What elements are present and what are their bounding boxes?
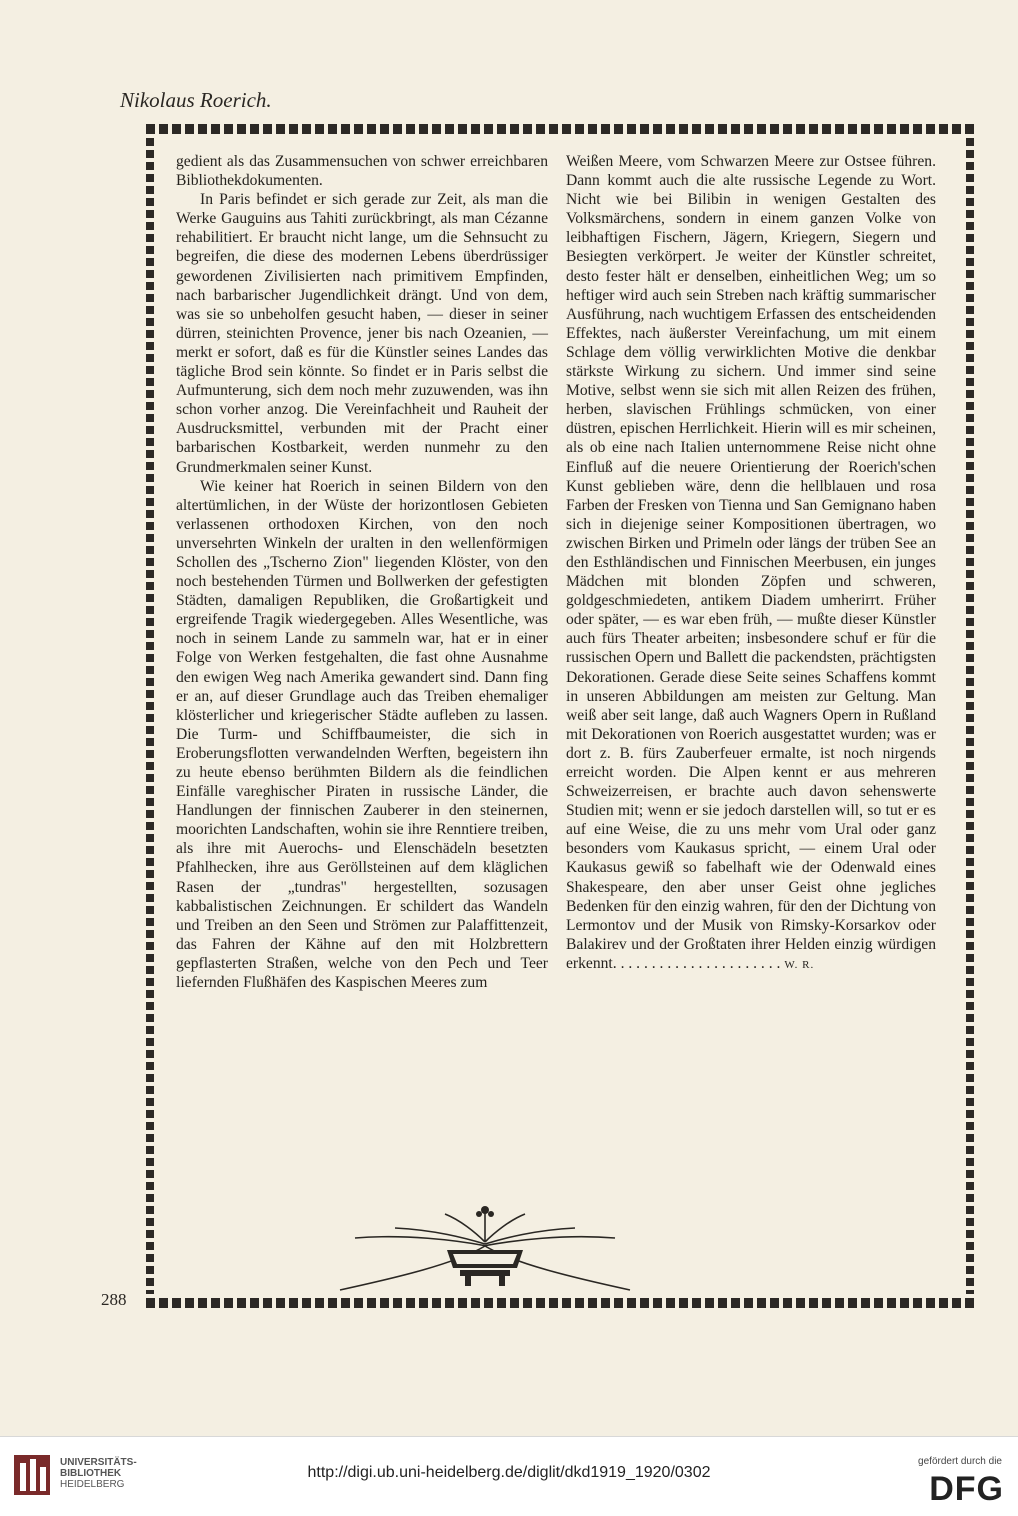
right-column [566,152,936,975]
paragraph: gedient als das Zusammensuchen von schwer erreichbaren Bibliothekdokumenten. [176,153,548,190]
paragraph-text: Weißen Meere, vom Schwarzen Meere zur Ostsee führen. Dann kommt auch die alte russische Legende zu Wort. Nicht wie bei Bilibin in wenigen Gestalten des Volksmärchens, sondern in einem ganzen Volke von leibhaftigen Fischern, Jägern, Kriegern, Siegern und Besiegten verkörpert. Je weiter der Künstler schreitet, desto fester hält er denselben, einheitlichen Weg; um so heftiger wird auch sein Streben nach kräftig summarischer Ausführung, nach wuchtigem Erfassen des entscheidenden Effektes, nach äußerster Vereinfachung, um mit einem Schlage dem völlig verwirklichten Motive die denkbar stärkste Wirkung zu sichern. Und immer sind seine Motive, selbst wenn sie sich mit allen Reizen des frühen, herben, slavischen Frühlings schmücken, von einer düstren, epischen Herrlichkeit. Hierin will es mir scheinen, als ob eine nach Italien unternommene Reise nicht ohne Einfluß auf die neuere Orientierung der Roerich'schen Kunst geblieben wäre, denn die hellblauen und rosa Farben der Fresken von Tienna und San Gemignano haben sich in diejenige seiner Kompositionen übertragen, wo zwischen Birken und Primeln oder längs der trüben See an den Esthländischen und Finnischen Meerbusen, ein junges Mädchen mit blonden Zöpfen und schweren, goldgeschmiedeten, antikem Diadem umherirrt. Früher oder später, — es war eben früh, — mußte dieser Künstler auch fürs Theater arbeiten; insbesondere schuf er für die russischen Opern und Ballett die packendsten, prächtigsten Dekorationen. Gerade diese Seite seines Schaffens kommt in unseren Abbildungen am meisten zur Geltung. Man weiß aber seit lange, daß auch Wagners Opern in Rußland mit Dekorationen von Roerich ausgestattet wurden; was er dort z. B. fürs Zauberfeuer ermalte, ist noch nirgends erreicht worden. Die Alpen kennt er aus mehreren Schweizerreisen, er brachte auch davon sehenswerte Studien mit; wenn er sie jedoch darstellen will, so tut er es auf eine Weise, die zu uns mehr vom Ural oder ganz besonders vom Kaukasus spricht, — einem Ural oder Kaukasus gewiß so fabelhaft wie der Odenwald eines Shakespeare, den aber unser Geist ohne jegliches Bedenken für den einzig wahren, für den der Dichtung von Lermontov und der Musik von Rimsky-Korsarkov oder Balakirev und der Großtaten ihrer Helden einzig würdigen erkennt. [566,153,936,972]
paragraph: In Paris befindet er sich gerade zur Zeit, als man die Werke Gauguins aus Tahiti zurückbringt, als man Cézanne rehabilitiert. Er braucht nicht lange, um die Sehnsucht zu begreifen, die diese des modernen Lebens überdrüssiger gewordenen Zivilisierten nach primitivem Empfinden, nach barbarischer Jugendlichkeit drängt. Und von dem, was sie so unbeholfen gesucht haben, — dieser in seiner dürren, steinichten Provence, jener bis nach Ozeanien, — merkt er sofort, daß es für die Künstler seines Landes das tägliche Brod sein könnte. So findet er in Paris selbst die Aufmunterung, sich dem noch mehr zuzuwenden, was ihn schon vorher anzog. Die Vereinfachheit und Rauheit der Ausdrucksmittel, verbunden mit der Pracht einer barbarischen Kostbarkeit, werden nunmehr zu den Grundmerkmalen seiner Kunst. [176,191,548,476]
plant-vase-ornament [335,1198,635,1298]
decorative-border-left [146,138,154,1294]
decorative-border-bottom [146,1298,974,1308]
funded-by-label: gefördert durch die [918,1456,1002,1467]
leader-dots: . . . . . . . . . . . . . . . . . . . . . [616,954,785,972]
author-signature: W. R. [784,958,815,971]
institution-line: UNIVERSITÄTS- [60,1457,137,1468]
decorative-border-right [966,138,974,1294]
dfg-logo: DFG [929,1470,1004,1508]
decorative-border-top [146,124,974,134]
institution-line: BIBLIOTHEK [60,1468,122,1479]
page-number: 288 [101,1290,127,1309]
permalink-url[interactable]: http://digi.ub.uni-heidelberg.de/diglit/dkd1919_1920/0302 [307,1464,711,1481]
running-head: Nikolaus Roerich. [120,88,272,112]
paragraph [566,152,936,975]
institution-line: HEIDELBERG [60,1479,125,1490]
left-column [176,152,548,992]
paragraph: Wie keiner hat Roerich in seinen Bildern von den altertümlichen, in der Wüste der horizontlosen Gebieten verlassenen orthodoxen Kirchen, von den noch unversehrten Winkeln der uralten in den wellenförmigen Schollen des „Tscherno Zion" liegenden Klöster, von den noch bestehenden Türmen und Bollwerken der gefestigten Städten, damaligen Republiken, die Großartigkeit und ergreifende Tragik wiedergegeben. Alles Wesentliche, was noch in seinem Lande zu sammeln war, hat er in einer Folge von Werken festgehalten, die fast ohne Ausnahme den ewigen Weg nach Amerika gewandert sind. Dann fing er an, auf dieser Grundlage auch das Treiben ehemaliger klösterlicher und kriegerischer Städte aufleben zu lassen. Die Turm- und Schiffbaumeister, die sich in Eroberungsflotten verwandelnden Werften, begeistern ihn zu heute ebenso berühmten Bildern als die feindlichen Einfälle vareghischer Piraten in russische Länder, die Handlungen der finnischen Zauberer in den steinernen, moorichten Landschaften, wohin sie ihre Renntiere treiben, als ihre mit Auerochs- und Elenschädeln besetzten Pfahlhecken, ihre aus Geröllsteinen auf dem kläglichen Rasen der „tundras" hergestellten, sozusagen kabbalistischen Zeichnungen. Er schildert das Wandeln und Treiben an den Seen und Strömen zur Palaffittenzeit, das Fahren der Kähne auf den mit Holzbrettern gepflasterten Straßen, welche von den Pech und Teer liefernden Flußhäfen des Kaspischen Meeres zum [176,477,548,992]
